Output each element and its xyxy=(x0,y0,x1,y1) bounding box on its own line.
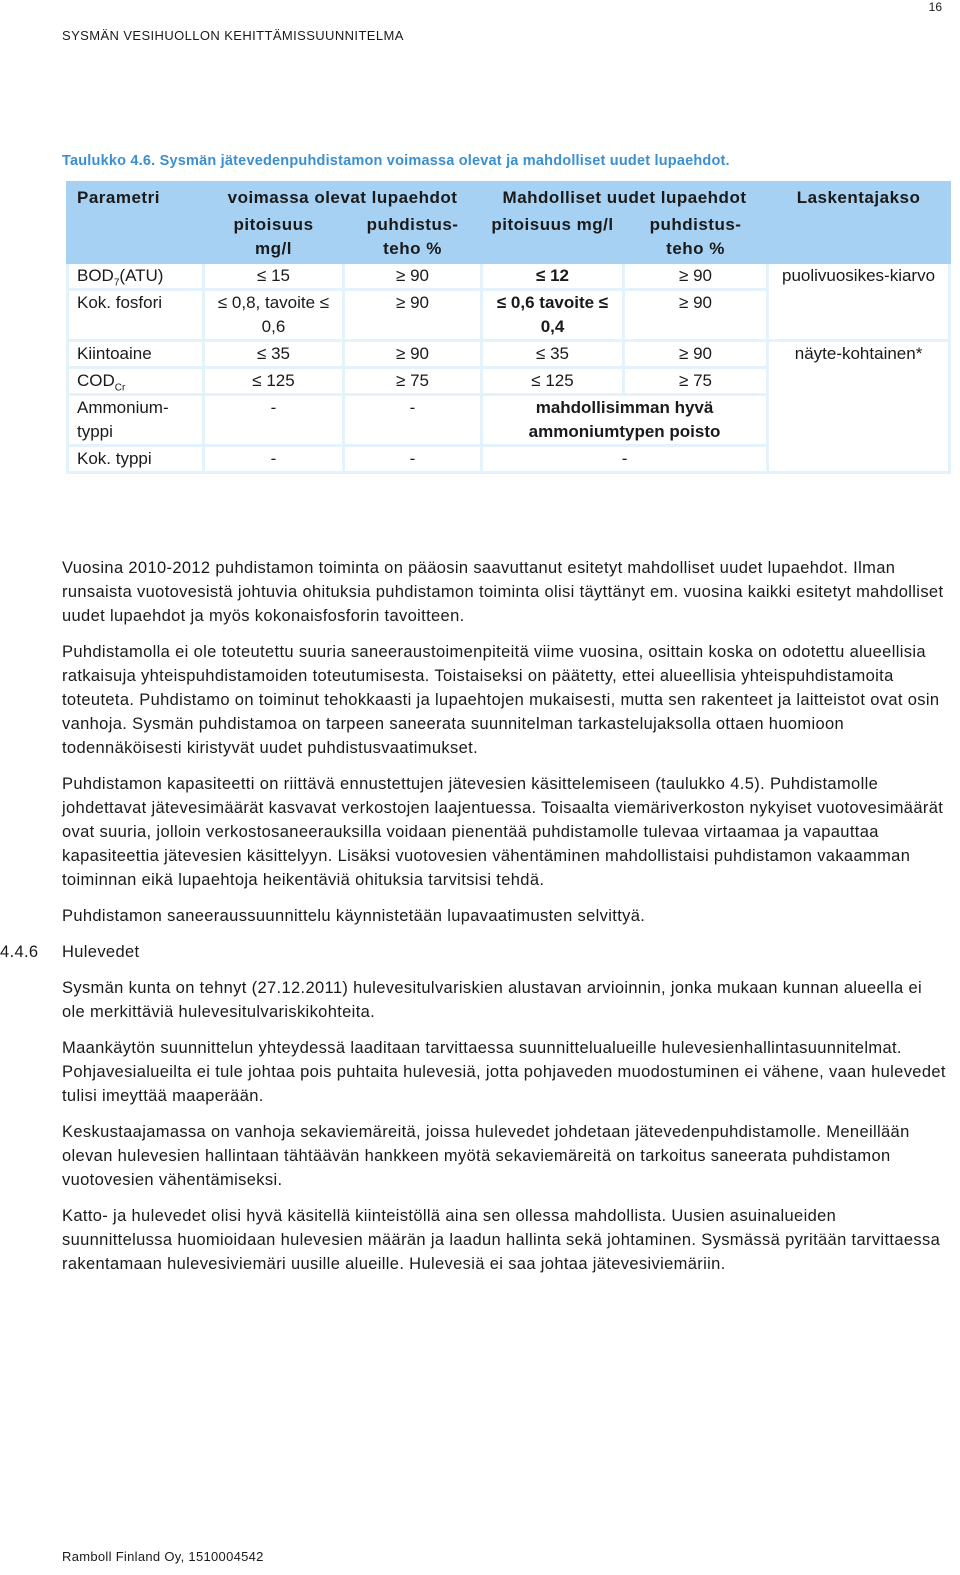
cell-value: ≥ 90 xyxy=(624,290,768,341)
paragraph: Sysmän kunta on tehnyt (27.12.2011) hulevesitulvariskien alustavan arvioinnin, jonka mukaan kunnan alueella ei ole merkittäviä hulevesitulvariskikohteita. xyxy=(62,979,923,1021)
paragraph: Vuosina 2010-2012 puhdistamon toiminta on pääosin saavuttanut esitetyt mahdolliset uudet lupaehdot. Ilman runsaista vuotovesistä johtuvia ohituksia puhdistamon toiminta olisi täyttänyt em. vuosina kaikki esitetyt mahdolliset uudet lupaehdot ja myös kokonaisfosforin tavoitteen. xyxy=(62,559,944,625)
cell-value: - xyxy=(482,446,768,473)
param-solids: Kiintoaine xyxy=(68,341,204,368)
cell-value: ≤ 35 xyxy=(204,341,344,368)
cell-value: ≥ 90 xyxy=(624,263,768,290)
header-current-concentration: pitoisuus mg/l xyxy=(204,212,344,263)
cell-value: - xyxy=(204,395,344,446)
period-half-year-average: puolivuosikes-kiarvo xyxy=(768,263,950,341)
cell-value: mahdollisimman hyvä ammoniumtypen poisto xyxy=(482,395,768,446)
paragraph: Keskustaajamassa on vanhoja sekaviemäreitä, joissa hulevedet johdetaan jätevedenpuhdistamolle. Meneillään olevan hulevesien hallintaan tähtäävän hankkeen myötä sekaviemäreitä on tarkoitus saneerata puhdistamon vuotovesien vähentämiseksi. xyxy=(62,1123,910,1189)
param-nitrogen: Kok. typpi xyxy=(68,446,204,473)
table-row xyxy=(68,341,950,368)
cell-value: ≥ 90 xyxy=(344,290,482,341)
paragraph: Katto- ja hulevedet olisi hyvä käsitellä kiinteistöllä aina sen ollessa mahdollista. Uusien asuinalueiden suunnittelussa huomioidaan hulevesien määrän ja laadun hallinta sekä johtaminen. Sysmässä pyritään tarvittaessa rakentamaan hulevesiviemäri uusille alueille. Hulevesiä ei saa johtaa jätevesiviemäriin. xyxy=(62,1207,941,1273)
header-calculation-period: Laskentajakso xyxy=(768,183,950,263)
cell-value: - xyxy=(204,446,344,473)
cell-value: - xyxy=(344,446,482,473)
section-number: 4.4.6 xyxy=(0,943,39,961)
header-parameter: Parametri xyxy=(68,183,204,263)
paragraph: Puhdistamon kapasiteetti on riittävä ennustettujen jätevesien käsittelemiseen (taulukko 4.5). Puhdistamolle johdettavat jätevesimäärät kasvavat verkostojen laajentuessa. Toisaalta viemäriverkoston nykyiset vuotovesimäärät ovat suuria, jolloin verkostosaneerauksilla voidaan pienentää puhdistamolle tulevaa virtaamaa ja vapauttaa kapasiteettia jätevesien käsittelyyn. Lisäksi vuotovesien vähentäminen mahdollistaisi puhdistamon vakaamman toiminnan eikä lupaehtoja heikentäviä ohituksia tarvitsisi tehdä. xyxy=(62,775,944,889)
cell-value: ≤ 35 xyxy=(482,341,624,368)
header-current-permit: voimassa olevat lupaehdot xyxy=(204,183,482,212)
cell-value: ≥ 90 xyxy=(624,341,768,368)
header-possible-concentration: pitoisuus mg/l xyxy=(482,212,624,263)
cell-value: ≥ 75 xyxy=(624,368,768,395)
body-text xyxy=(0,556,946,1288)
param-ammonium: Ammonium-typpi xyxy=(68,395,204,446)
cell-value: ≤ 0,8, tavoite ≤ 0,6 xyxy=(204,290,344,341)
paragraph: Puhdistamolla ei ole toteutettu suuria saneeraustoimenpiteitä viime vuosina, osittain koska on odotettu alueellisia ratkaisuja yhteispuhdistamoiden toteutumisesta. Toistaiseksi on päätetty, ettei alueellisia yhteispuhdistamoita toteuteta. Puhdistamo on toiminut tehokkaasti ja lupaehtojen mukaisesti, mutta sen rakenteet ja laitteistot ovat osin vanhoja. Sysmän puhdistamoa on tarpeen saneerata suunnitelman tarkastelujaksolla ottaen huomioon todennäköisesti kiristyvät uudet puhdistusvaatimukset. xyxy=(62,643,940,757)
paragraph: Puhdistamon saneeraussuunnittelu käynnistetään lupavaatimusten selvittyä. xyxy=(62,907,646,925)
cell-value: ≤ 125 xyxy=(482,368,624,395)
period-sample-specific: näyte-kohtainen* xyxy=(768,341,950,473)
section-heading xyxy=(0,940,946,964)
header-current-efficiency: puhdistus-teho % xyxy=(344,212,482,263)
cell-value: ≥ 75 xyxy=(344,368,482,395)
page-footer: Ramboll Finland Oy, 1510004542 xyxy=(62,1549,264,1564)
cell-value: ≥ 90 xyxy=(344,263,482,290)
header-possible-efficiency: puhdistus-teho % xyxy=(624,212,768,263)
running-header: SYSMÄN VESIHUOLLON KEHITTÄMISSUUNNITELMA xyxy=(62,28,404,43)
header-possible-permit: Mahdolliset uudet lupaehdot xyxy=(482,183,768,212)
cell-value: ≤ 0,6 tavoite ≤ 0,4 xyxy=(482,290,624,341)
page-number: 16 xyxy=(928,0,942,14)
cell-value: ≥ 90 xyxy=(344,341,482,368)
table-row xyxy=(68,263,950,290)
paragraph: Maankäytön suunnittelun yhteydessä laaditaan tarvittaessa suunnittelualueille hulevesienhallintasuunnitelmat. Pohjavesialueilta ei tule johtaa pois puhtaita hulevesiä, jotta pohjaveden muodostuminen ei vähene, vaan hulevedet tulisi imeyttää maaperään. xyxy=(62,1039,946,1105)
param-phosphorus: Kok. fosfori xyxy=(68,290,204,341)
param-cod: $COD_{Cr}$ xyxy=(68,368,204,395)
cell-value: ≤ 15 xyxy=(204,263,344,290)
cell-value: - xyxy=(344,395,482,446)
cell-value: ≤ 12 xyxy=(482,263,624,290)
param-bod: $BOD_7(ATU)$ xyxy=(68,263,204,290)
cell-value: ≤ 125 xyxy=(204,368,344,395)
table-caption: Taulukko 4.6. Sysmän jätevedenpuhdistamon voimassa olevat ja mahdolliset uudet lupaehdot. xyxy=(62,153,730,169)
permit-conditions-table xyxy=(66,181,951,474)
section-title: Hulevedet xyxy=(62,943,140,961)
